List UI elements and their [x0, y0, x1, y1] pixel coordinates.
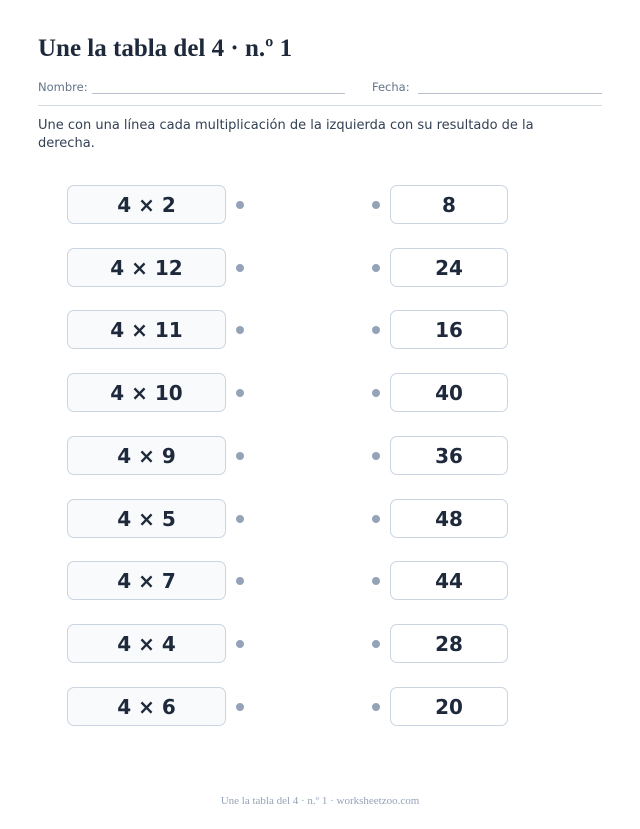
right-connector-dot[interactable] — [372, 326, 380, 334]
name-label: Nombre: — [38, 80, 88, 94]
name-field[interactable] — [92, 93, 345, 94]
date-label: Fecha: — [372, 80, 410, 94]
left-connector-dot[interactable] — [236, 389, 244, 397]
right-answer-box[interactable]: 36 — [390, 436, 508, 475]
right-answer-box[interactable]: 24 — [390, 248, 508, 287]
left-expression-box[interactable]: 4 × 4 — [67, 624, 226, 663]
right-connector-dot[interactable] — [372, 389, 380, 397]
left-expression-box[interactable]: 4 × 6 — [67, 687, 226, 726]
left-connector-dot[interactable] — [236, 640, 244, 648]
right-answer-box[interactable]: 16 — [390, 310, 508, 349]
date-field[interactable] — [418, 93, 602, 94]
right-answer-box[interactable]: 20 — [390, 687, 508, 726]
left-expression-box[interactable]: 4 × 5 — [67, 499, 226, 538]
left-connector-dot[interactable] — [236, 201, 244, 209]
left-connector-dot[interactable] — [236, 703, 244, 711]
left-connector-dot[interactable] — [236, 577, 244, 585]
left-connector-dot[interactable] — [236, 326, 244, 334]
worksheet-title: Une la tabla del 4 · n.º 1 — [38, 35, 293, 62]
right-connector-dot[interactable] — [372, 703, 380, 711]
left-connector-dot[interactable] — [236, 452, 244, 460]
left-expression-box[interactable]: 4 × 10 — [67, 373, 226, 412]
right-connector-dot[interactable] — [372, 577, 380, 585]
right-answer-box[interactable]: 48 — [390, 499, 508, 538]
right-answer-box[interactable]: 28 — [390, 624, 508, 663]
left-expression-box[interactable]: 4 × 7 — [67, 561, 226, 600]
left-connector-dot[interactable] — [236, 515, 244, 523]
right-answer-box[interactable]: 8 — [390, 185, 508, 224]
page-footer: Une la tabla del 4 · n.º 1 · worksheetzoo.com — [220, 795, 420, 807]
left-expression-box[interactable]: 4 × 2 — [67, 185, 226, 224]
right-connector-dot[interactable] — [372, 452, 380, 460]
left-expression-box[interactable]: 4 × 9 — [67, 436, 226, 475]
right-connector-dot[interactable] — [372, 264, 380, 272]
right-connector-dot[interactable] — [372, 515, 380, 523]
right-connector-dot[interactable] — [372, 640, 380, 648]
left-connector-dot[interactable] — [236, 264, 244, 272]
right-answer-box[interactable]: 40 — [390, 373, 508, 412]
left-expression-box[interactable]: 4 × 12 — [67, 248, 226, 287]
header-divider — [38, 105, 602, 106]
left-expression-box[interactable]: 4 × 11 — [67, 310, 226, 349]
right-answer-box[interactable]: 44 — [390, 561, 508, 600]
right-connector-dot[interactable] — [372, 201, 380, 209]
instructions-text: Une con una línea cada multiplicación de la izquierda con su resultado de la derecha. — [38, 118, 534, 151]
